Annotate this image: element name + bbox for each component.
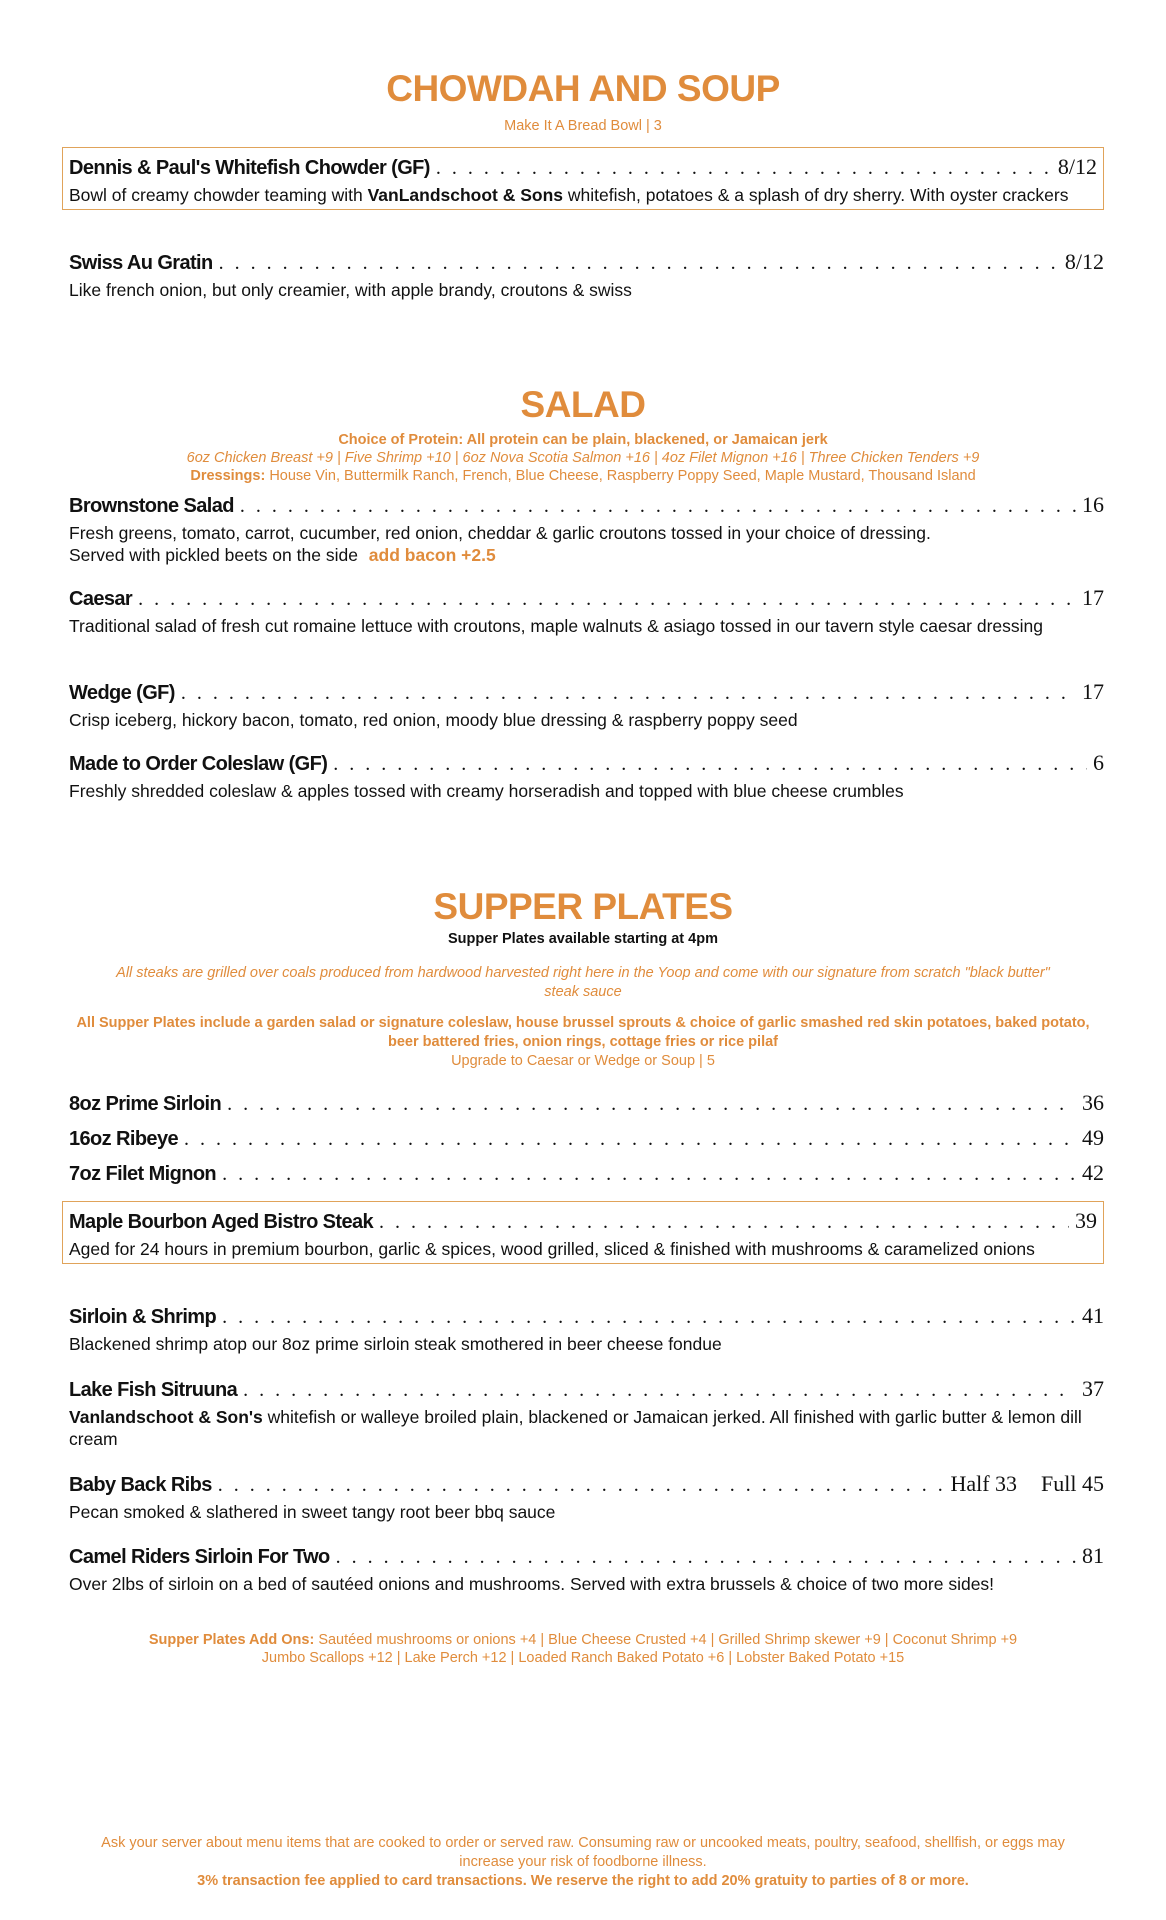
item-description: Over 2lbs of sirloin on a bed of sautéed onions and mushrooms. Served with extra brussels & choice of two more sides! <box>69 1574 995 1594</box>
menu-item-ribeye <box>69 1125 1104 1155</box>
menu-item-lake-fish-sitruuna <box>69 1376 1104 1450</box>
menu-item-swiss-au-gratin <box>69 249 1104 301</box>
supper-steak-note: All steaks are grilled over coals produced from hardwood harvested right here in the Yoop and come with our signature from scratch "black butter" steak sauce <box>116 965 1050 1000</box>
item-name: 8oz Prime Sirloin <box>69 1093 222 1115</box>
item-name: 16oz Ribeye <box>69 1128 179 1150</box>
salad-dressings: Dressings: House Vin, Buttermilk Ranch, French, Blue Cheese, Raspberry Poppy Seed, Maple Mustard, Thousand Island <box>190 468 976 484</box>
menu-item-camel-riders <box>69 1543 1104 1595</box>
item-price: 17 <box>1082 679 1104 704</box>
item-price: 36 <box>1082 1090 1104 1115</box>
item-name: 7oz Filet Mignon <box>69 1163 217 1185</box>
supper-upgrade: Upgrade to Caesar or Wedge or Soup | 5 <box>451 1053 715 1069</box>
supper-addons-line2: Jumbo Scallops +12 | Lake Perch +12 | Loaded Ranch Baked Potato +6 | Lobster Baked Potato +15 <box>261 1650 905 1666</box>
supper-addons-line1: Supper Plates Add Ons: Sautéed mushrooms or onions +4 | Blue Cheese Crusted +4 | Grilled Shrimp skewer +9 | Coconut Shrimp +9 <box>148 1632 1018 1648</box>
leader-dots <box>227 1093 1076 1116</box>
item-price: 39 <box>1075 1208 1097 1233</box>
soup-subtitle: Make It A Bread Bowl | 3 <box>504 118 662 134</box>
menu-item-brownstone-salad <box>69 492 1104 566</box>
item-description: Pecan smoked & slathered in sweet tangy root beer bbq sauce <box>69 1502 556 1522</box>
salad-protein-options: 6oz Chicken Breast +9 | Five Shrimp +10 | 6oz Nova Scotia Salmon +16 | 4oz Filet Mignon +16 | Three Chicken Tenders +9 <box>186 450 980 466</box>
item-price: 16 <box>1082 492 1104 517</box>
item-name: Wedge (GF) <box>69 682 175 704</box>
soup-section-title: CHOWDAH AND SOUP <box>386 68 780 109</box>
item-price: 6 <box>1093 750 1104 775</box>
leader-dots <box>218 1474 945 1497</box>
item-price: 49 <box>1082 1125 1104 1150</box>
item-price: 42 <box>1082 1160 1104 1185</box>
menu-item-whitefish-chowder <box>62 147 1104 210</box>
menu-item-filet-mignon <box>69 1160 1104 1190</box>
leader-dots <box>379 1211 1069 1234</box>
bacon-addon: add bacon +2.5 <box>368 545 496 565</box>
item-price: 17 <box>1082 585 1104 610</box>
leader-dots <box>138 588 1076 611</box>
menu-item-prime-sirloin <box>69 1090 1104 1120</box>
item-description: Vanlandschoot & Son's whitefish or walleye broiled plain, blackened or Jamaican jerked. All finished with garlic butter & lemon dill cream <box>69 1407 1082 1449</box>
leader-dots <box>243 1379 1076 1402</box>
supper-includes: All Supper Plates include a garden salad or signature coleslaw, house brussel sprouts & choice of garlic smashed red skin potatoes, baked potato, beer battered fries, onion rings, cottage fries or rice pilaf <box>76 1015 1090 1050</box>
item-description: Bowl of creamy chowder teaming with VanLandschoot & Sons whitefish, potatoes & a splash of dry sherry. With oyster crackers <box>69 185 1069 205</box>
item-name: Brownstone Salad <box>69 495 234 517</box>
item-price: 8/12 <box>1064 249 1104 274</box>
leader-dots <box>436 157 1052 180</box>
item-name: Maple Bourbon Aged Bistro Steak <box>69 1211 374 1233</box>
leader-dots <box>184 1128 1076 1151</box>
leader-dots <box>222 1163 1076 1186</box>
item-name: Sirloin & Shrimp <box>69 1306 217 1328</box>
menu-item-sirloin-shrimp <box>69 1303 1104 1355</box>
salad-section-title: SALAD <box>520 384 646 425</box>
item-name: Made to Order Coleslaw (GF) <box>69 753 328 775</box>
item-description: Traditional salad of fresh cut romaine lettuce with croutons, maple walnuts & asiago tossed in our tavern style caesar dressing <box>69 616 1044 636</box>
menu-item-caesar <box>69 585 1104 637</box>
item-description: Like french onion, but only creamier, with apple brandy, croutons & swiss <box>69 280 632 300</box>
item-description: Freshly shredded coleslaw & apples tossed with creamy horseradish and topped with blue cheese crumbles <box>69 781 904 801</box>
leader-dots <box>333 753 1087 776</box>
item-name: Caesar <box>69 588 133 610</box>
item-name: Swiss Au Gratin <box>69 252 213 274</box>
supper-section-title: SUPPER PLATES <box>433 886 733 927</box>
item-description: Crisp iceberg, hickory bacon, tomato, red onion, moody blue dressing & raspberry poppy seed <box>69 710 798 730</box>
menu-item-coleslaw <box>69 750 1104 802</box>
item-price: 81 <box>1082 1543 1104 1568</box>
item-price: 41 <box>1082 1303 1104 1328</box>
item-description: Blackened shrimp atop our 8oz prime sirloin steak smothered in beer cheese fondue <box>69 1334 722 1354</box>
leader-dots <box>240 495 1076 518</box>
footer-warning: Ask your server about menu items that are cooked to order or served raw. Consuming raw or uncooked meats, poultry, seafood, shellfish, or eggs may increase your risk of foodborne illness. <box>101 1835 1065 1870</box>
item-name: Dennis & Paul's Whitefish Chowder (GF) <box>69 157 430 179</box>
salad-protein-line: Choice of Protein: All protein can be plain, blackened, or Jamaican jerk <box>338 432 828 448</box>
supper-availability: Supper Plates available starting at 4pm <box>448 931 718 947</box>
leader-dots <box>222 1306 1076 1329</box>
item-price-full: Full 45 <box>1041 1471 1104 1496</box>
leader-dots <box>181 682 1076 705</box>
item-price: 8/12 <box>1057 154 1097 179</box>
item-price-half: Half 33 <box>950 1471 1018 1496</box>
leader-dots <box>219 252 1059 275</box>
footer-fee: 3% transaction fee applied to card transactions. We reserve the right to add 20% gratuity to parties of 8 or more. <box>197 1873 969 1889</box>
menu-item-baby-back-ribs <box>69 1471 1104 1523</box>
leader-dots <box>336 1546 1076 1569</box>
item-description: Aged for 24 hours in premium bourbon, garlic & spices, wood grilled, sliced & finished with mushrooms & caramelized onions <box>69 1239 1035 1259</box>
item-name: Baby Back Ribs <box>69 1474 212 1496</box>
item-name: Camel Riders Sirloin For Two <box>69 1546 330 1568</box>
item-price: 37 <box>1082 1376 1104 1401</box>
menu-item-bistro-steak <box>62 1201 1104 1264</box>
menu-item-wedge <box>69 679 1104 731</box>
item-name: Lake Fish Sitruuna <box>69 1379 238 1401</box>
item-description: Fresh greens, tomato, carrot, cucumber, red onion, cheddar & garlic croutons tossed in your choice of dressing. Served with pickled beets on the side add bacon +2.5 <box>69 523 931 565</box>
